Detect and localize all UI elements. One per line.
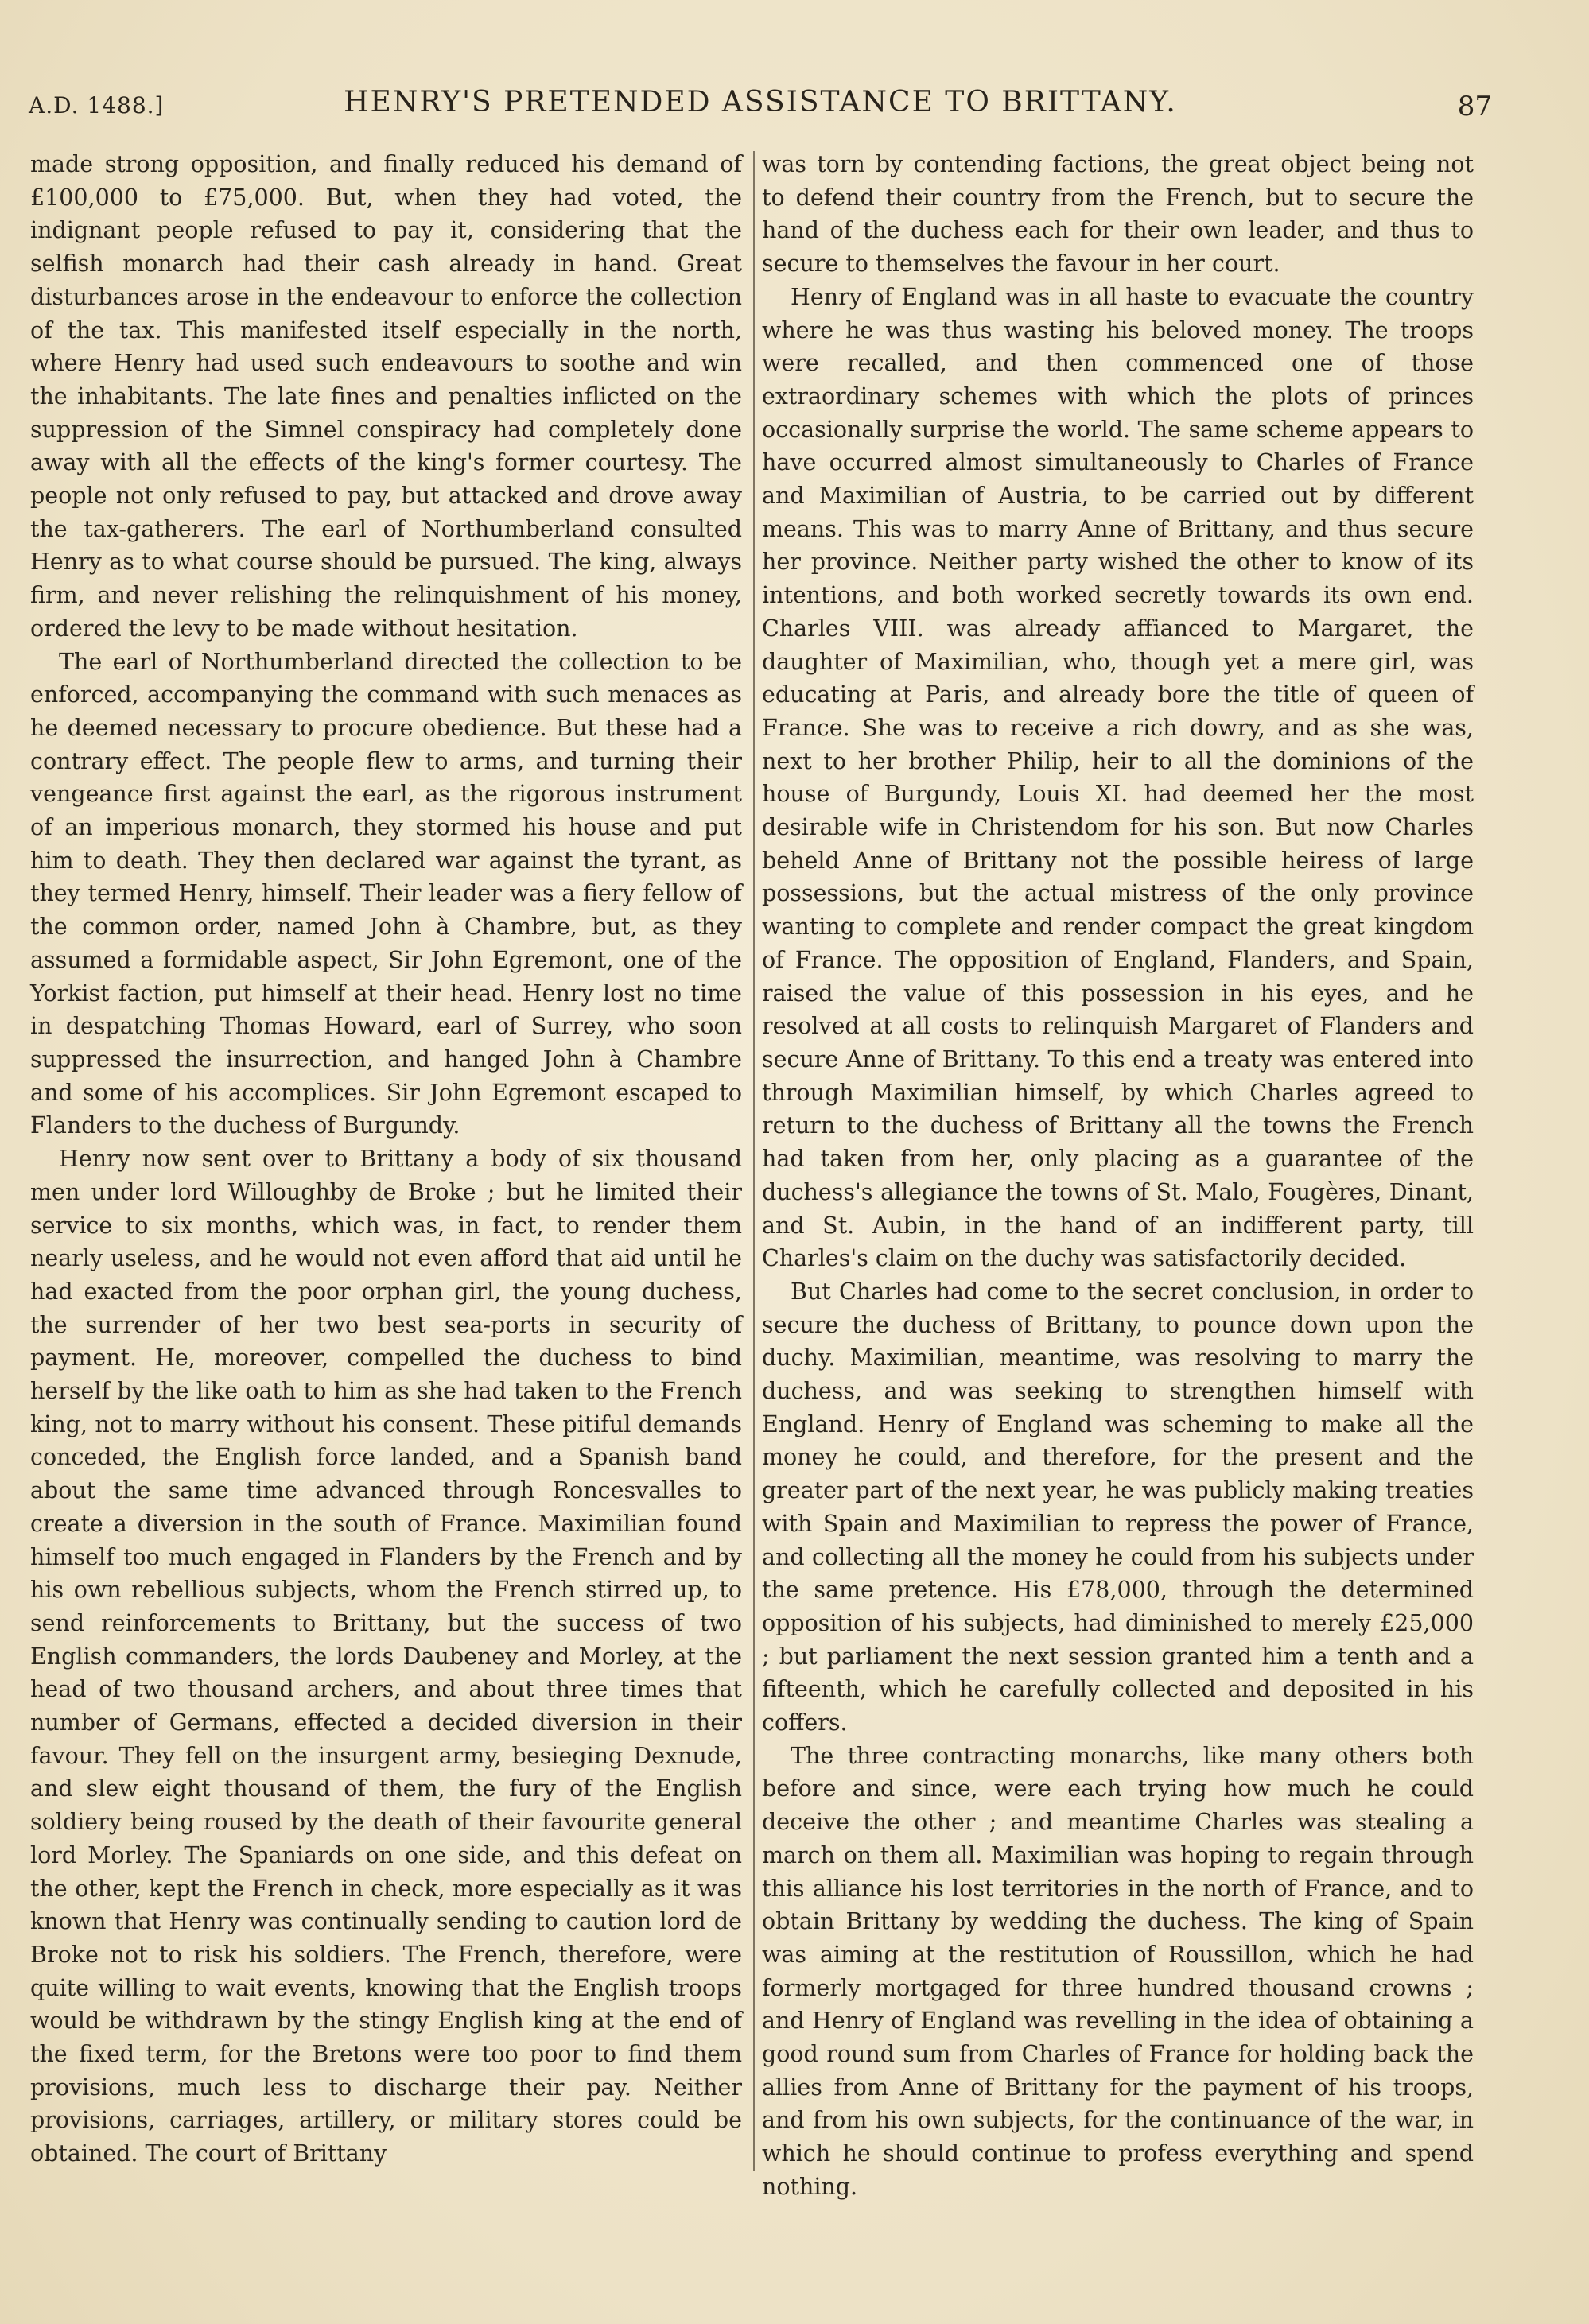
header-title: HENRY'S PRETENDED ASSISTANCE TO BRITTANY. [344, 86, 1177, 118]
header-date: A.D. 1488.] [29, 92, 165, 118]
page-number: 87 [1457, 91, 1492, 122]
paragraph: made strong opposition, and finally reduced his demand of £100,000 to £75,000. But, when they had voted, the indignant people refused to pay it, considering that the selfish monarch had their cash already in hand. Great disturbances arose in the endeavour to enforce the collection of the tax. This manifested itself especially in the north, where Henry had used such endeavours to soothe and win the inhabitants. The late fines and penalties inflicted on the suppression of the Simnel conspiracy had completely done away with all the effects of the king's former courtesy. The people not only refused to pay, but attacked and drove away the tax-gatherers. The earl of Northumberland consulted Henry as to what course should be pursued. The king, always firm, and never relishing the relinquishment of his money, ordered the levy to be made without hesitation. [30, 151, 742, 642]
running-header [29, 86, 1492, 126]
paragraph: Henry of England was in all haste to evacuate the country where he was thus wasting his beloved money. The troops were recalled, and then commenced one of those extraordinary schemes with which the plots of princes occasionally surprise the world. The same scheme appears to have occurred almost simultaneously to Charles of France and Maximilian of Austria, to be carried out by different means. This was to marry Anne of Brittany, and thus secure her province. Neither party wished the other to know of its intentions, and both worked secretly towards its own end. Charles VIII. was already affianced to Margaret, the daughter of Maximilian, who, though yet a mere girl, was educating at Paris, and already bore the title of queen of France. She was to receive a rich dowry, and as she was, next to her brother Philip, heir to all the dominions of the house of Burgundy, Louis XI. had deemed her the most desirable wife in Christendom for his son. But now Charles beheld Anne of Brittany not the possible heiress of large possessions, but the actual mistress of the only province wanting to complete and render compact the great kingdom of France. The opposition of England, Flanders, and Spain, raised the value of this possession in his eyes, and he resolved at all costs to relinquish Margaret of Flanders and secure Anne of Brittany. To this end a treaty was entered into through Maximilian himself, by which Charles agreed to return to the duchess of Brittany all the towns the French had taken from her, only placing as a guarantee of the duchess's allegiance the towns of St. Malo, Fougères, Dinant, and St. Aubin, in the hand of an indifferent party, till Charles's claim on the duchy was satisfactorily decided. [762, 283, 1474, 1272]
column-divider [753, 151, 755, 2171]
paragraph: Henry now sent over to Brittany a body of six thousand men under lord Willoughby de Broke ; but he limited their service to six months, which was, in fact, to render them nearly useless, and he would not even afford that aid until he had exacted from the poor orphan girl, the young duchess, the surrender of her two best sea-ports in security of payment. He, moreover, compelled the duchess to bind herself by the like oath to him as she had taken to the French king, not to marry without his consent. These pitiful demands conceded, the English force landed, and a Spanish band about the same time advanced through Roncesvalles to create a diversion in the south of France. Maximilian found himself too much engaged in Flanders by the French and by his own rebellious subjects, whom the French stirred up, to send reinforcements to Brittany, but the success of two English commanders, the lords Daubeney and Morley, at the head of two thousand archers, and about three times that number of Germans, effected a decided diversion in their favour. They fell on the insurgent army, besieging Dexnude, and slew eight thousand of them, the fury of the English soldiery being roused by the death of their favourite general lord Morley. The Spaniards on one side, and this defeat on the other, kept the French in check, more especially as it was known that Henry was continually sending to caution lord de Broke not to risk his soldiers. The French, therefore, were quite willing to wait events, knowing that the English troops would be withdrawn by the stingy English king at the end of the fixed term, for the Bretons were too poor to find them provisions, much less to discharge their pay. Neither provisions, carriages, artillery, or military stores could be obtained. The court of Brittany [30, 1146, 742, 2167]
right-column [762, 148, 1474, 2204]
paragraph: was torn by contending factions, the great object being not to defend their country from the French, but to secure the hand of the duchess each for their own leader, and thus to secure to themselves the favour in her court. [762, 151, 1474, 277]
paragraph: The three contracting monarchs, like many others both before and since, were each trying how much he could deceive the other ; and meantime Charles was stealing a march on them all. Maximilian was hoping to regain through this alliance his lost territories in the north of France, and to obtain Brittany by wedding the duchess. The king of Spain was aiming at the restitution of Roussillon, which he had formerly mortgaged for three hundred thousand crowns ; and Henry of England was revelling in the idea of obtaining a good round sum from Charles of France for holding back the allies from Anne of Brittany for the payment of his troops, and from his own subjects, for the continuance of the war, in which he should continue to profess everything and spend nothing. [762, 1742, 1474, 2200]
paragraph: The earl of Northumberland directed the collection to be enforced, accompanying the command with such menaces as he deemed necessary to procure obedience. But these had a contrary effect. The people flew to arms, and turning their vengeance first against the earl, as the rigorous instrument of an imperious monarch, they stormed his house and put him to death. They then declared war against the tyrant, as they termed Henry, himself. Their leader was a fiery fellow of the common order, named John à Chambre, but, as they assumed a formidable aspect, Sir John Egremont, one of the Yorkist faction, put himself at their head. Henry lost no time in despatching Thomas Howard, earl of Surrey, who soon suppressed the insurrection, and hanged John à Chambre and some of his accomplices. Sir John Egremont escaped to Flanders to the duchess of Burgundy. [30, 648, 742, 1139]
paragraph: But Charles had come to the secret conclusion, in order to secure the duchess of Brittany, to pounce down upon the duchy. Maximilian, meantime, was resolving to marry the duchess, and was seeking to strengthen himself with England. Henry of England was scheming to make all the money he could, and therefore, for the present and the greater part of the next year, he was publicly making treaties with Spain and Maximilian to repress the power of France, and collecting all the money he could from his subjects under the same pretence. His £78,000, through the determined opposition of his subjects, had diminished to merely £25,000 ; but parliament the next session granted him a tenth and a fifteenth, which he carefully collected and deposited in his coffers. [762, 1278, 1474, 1736]
left-column [30, 148, 742, 2171]
